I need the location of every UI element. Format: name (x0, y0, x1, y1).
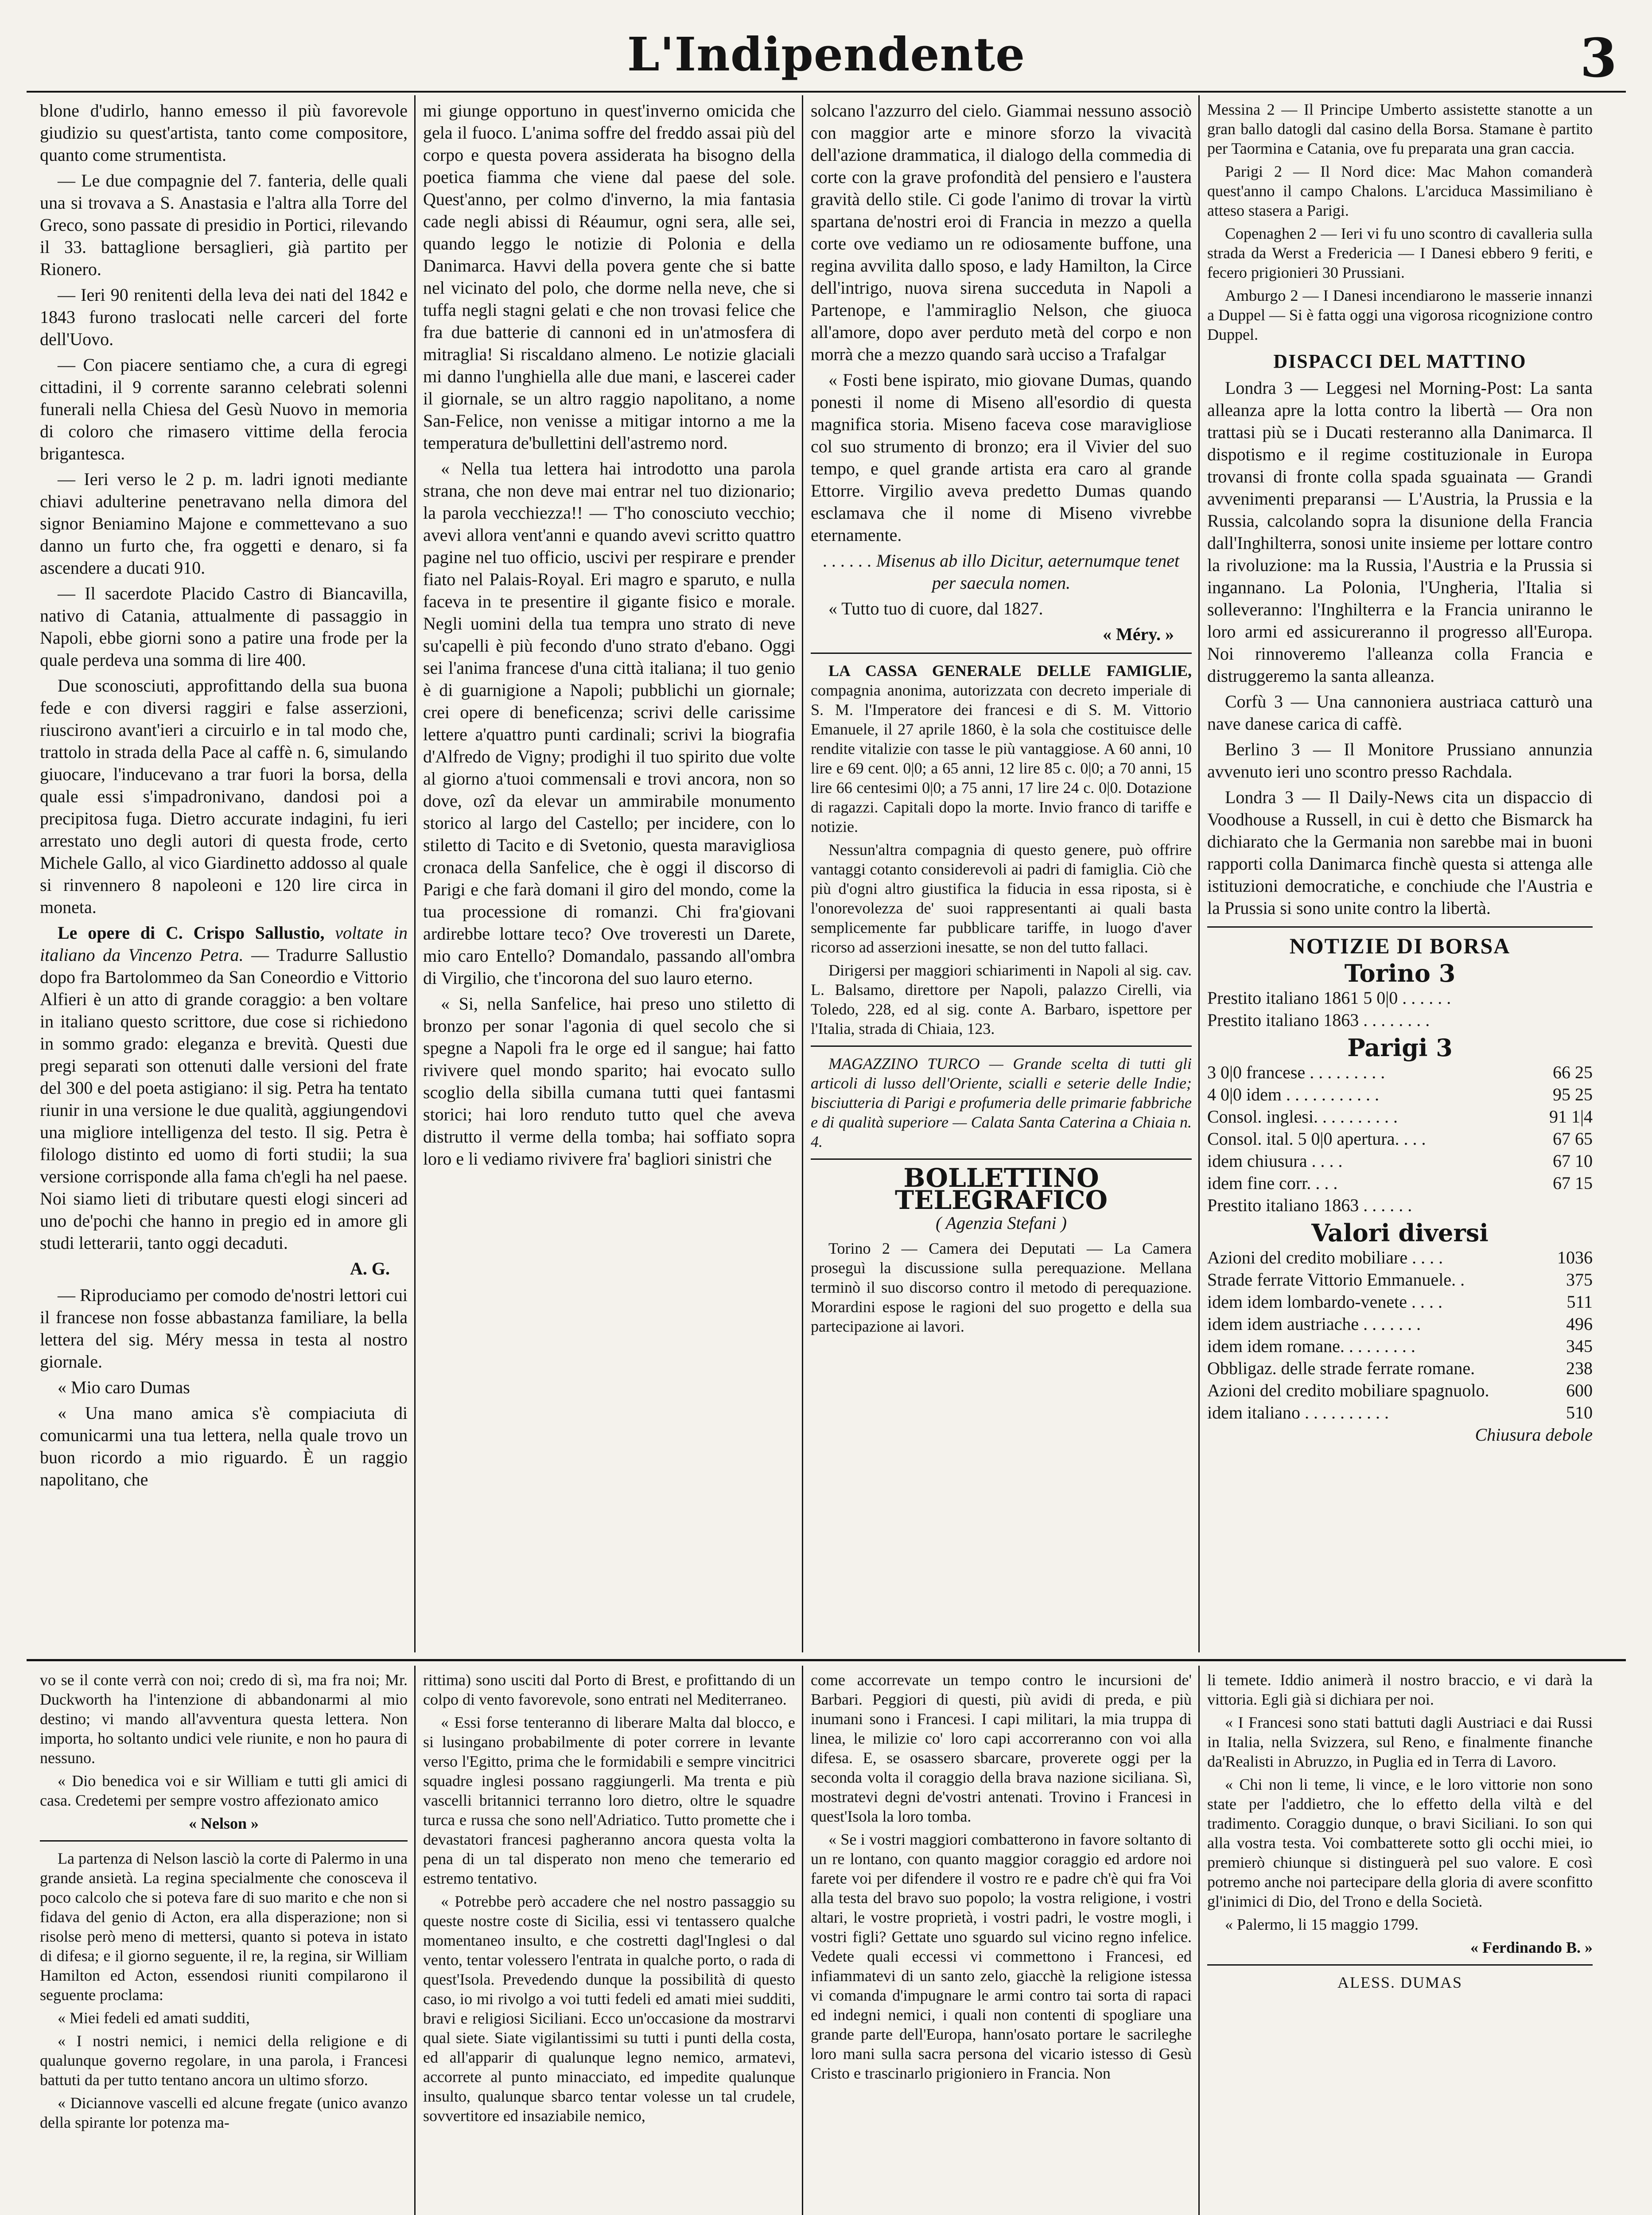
dispatch-item: Londra 3 — Il Daily-News cita un dispaccio di Voodhouse a Russell, in cui è detto che Bismarck ha dichiarato che la Germania non sarebbe mai in buoni rapporti colla Danimarca finchè questa si attenga alle istituzioni democratiche, e conchiude che l'Austria e la Prussia si sono unite contro la libertà. (1207, 787, 1593, 918)
bulletin-heading: BOLLETTINO TELEGRAFICO (894, 1163, 1108, 1215)
stock-value: 67 10 (1553, 1151, 1593, 1171)
bulletin-agency: ( Agenzia Stefani ) (936, 1213, 1067, 1233)
advertisement-cassa (811, 661, 1192, 836)
column-4 (1207, 100, 1593, 1449)
feuilleton-paragraph: « Essi forse tenteranno di liberare Malta dal blocco, e si lusingano probabilmente di poter correre in levante verso l'Egitto, prima che le formidabili e sempre vincitrici squadre inglesi possano raggiungerli. Ma trenta e più vascelli britannici terranno loro dietro, oltre le squadre turca e russa che sono nell'Adriatico. Tutto promette che i devastatori francesi pagheranno ancora questa volta la pena di un tal disperato non meno che temerario ed estremo tentativo. (423, 1714, 795, 1887)
stock-label: Prestito italiano 1863 . . . . . . (1207, 1195, 1412, 1215)
stock-value: 238 (1566, 1358, 1593, 1378)
advertisement-title: LA CASSA GENERALE DELLE FAMIGLIE, (828, 662, 1192, 680)
stock-label: Azioni del credito mobiliare spagnuolo. (1207, 1380, 1489, 1400)
stock-table-parigi (1207, 1061, 1593, 1216)
stock-row (1207, 1150, 1593, 1172)
market-close-note: Chiusura debole (1475, 1425, 1593, 1445)
stock-heading: NOTIZIE DI BORSA (1289, 933, 1511, 958)
letter-paragraph: mi giunge opportuno in quest'inverno omicida che gela il fuoco. L'anima soffre del freddo assai più del corpo e questa povera assiderata ha bisogno della poetica fiamma che viene dal paese del sole. Quest'anno, per colmo d'inverno, la mia fantasia cade negli abissi di Réaumur, ogni sera, alle sei, quando leggo le notizie di Polonia e della Danimarca. Havvi della povera gente che si batte nel vicinato del polo, che dorme nella neve, che si tuffa negli stagni gelati e che non trovasi felice che fra due batterie di cannoni ed in un'atmosfera di mitraglia! Si riscaldano almeno. Le notizie glaciali mi danno l'unghiella alle due mani, e lascerei cader il giornale, se un altro raggio napolitano, a nome San-Felice, non venisse a mitigar intorno a me la temperatura de'bullettini dell'astremo nord. (423, 101, 795, 453)
feuilleton-paragraph: « Dio benedica voi e sir William e tutti gli amici di casa. Credetemi per sempre vostro affezionato amico (40, 1772, 408, 1809)
stock-value: 95 25 (1553, 1084, 1593, 1104)
bulletin-item: Torino 2 — Camera dei Deputati — La Camera proseguì la discussione sulla perequazione. Mellana terminò il suo discorso contro il metodo di perequazione. Morardini espose le ragioni del suo progetto e della sua partecipazione ai lavori. (811, 1240, 1192, 1335)
masthead-rule (27, 91, 1626, 93)
stock-row (1207, 1106, 1593, 1128)
book-review-title: Le opere di C. Crispo Sallustio, (58, 923, 325, 943)
stock-table-valori (1207, 1247, 1593, 1424)
feuilleton-paragraph: « I nostri nemici, i nemici della religione e di qualunque governo regolare, in una parola, i Francesi battuti da per tutto tentano ancora un ultimo sforzo. (40, 2032, 408, 2089)
feuilleton-paragraph: come accorrevate un tempo contro le incursioni de' Barbari. Peggiori di questi, più avidi di preda, e più inumani sono i Francesi. I capi militari, la mia truppa di linea, le milizie co' loro capi accorreranno con voi alla difesa. E, se osassero sbarcare, proverete oggi per la seconda volta il coraggio della brava nazione siciliana. Sì, mostratevi degni de'vostri antenati. Trovino i Francesi in quest'Isola la loro tomba. (811, 1671, 1192, 1825)
dispatch-item: Messina 2 — Il Principe Umberto assistette stanotte a un gran ballo datogli dal casino della Borsa. Stamane è partito per Taormina e Catania, ove fu preparata una gran caccia. (1207, 101, 1593, 157)
news-item: — Ieri verso le 2 p. m. ladri ignoti mediante chiavi adulterine penetravano nella dimora del signor Beniamino Majone e commettevano a suo danno un furto che, fra oggetti e denaro, si fa ascendere a ducati 910. (40, 469, 408, 578)
stock-value: 91 1|4 (1549, 1107, 1593, 1127)
stock-label: Prestito italiano 1861 5 0|0 . . . . . . (1207, 988, 1451, 1008)
feuilleton-rule (27, 1659, 1626, 1661)
advertisement-paragraph: Nessun'altra compagnia di questo genere, può offrire vantaggi cotanto considerevoli ai padri di famiglia. Ciò che più d'ogni altro giustifica la fiducia in essa riposta, si è l'onorevolezza de' suoi rappresentanti ai quali basta semplicemente far pubblicare tariffe, in luogo d'aver ricorso ad asserzioni inesatte, se non del tutto fallaci. (811, 841, 1192, 956)
dispatch-item: Copenaghen 2 — Ieri vi fu uno scontro di cavalleria sulla strada da Werst a Fredericia — I Danesi ebbero 9 feriti, e fecero prigionieri 30 Prussiani. (1207, 225, 1593, 281)
stock-value: 345 (1566, 1336, 1593, 1356)
dispatch-item: Amburgo 2 — I Danesi incendiarono le masserie innanzi a Duppel — Si è fatta oggi una vigorosa ricognizione contro Duppel. (1207, 287, 1593, 343)
stock-row (1207, 1313, 1593, 1335)
feuilleton-author: ALESS. DUMAS (1337, 1974, 1463, 1991)
feuilleton-paragraph: rittima) sono usciti dal Porto di Brest, e profittando di un colpo di vento favorevole, sono entrati nel Mediterraneo. (423, 1671, 795, 1708)
letter-salutation: « Mio caro Dumas (58, 1377, 190, 1397)
stock-value: 1036 (1557, 1247, 1593, 1267)
stock-label: Prestito italiano 1863 . . . . . . . . (1207, 1010, 1430, 1030)
stock-row (1207, 1009, 1593, 1031)
news-item: — Con piacere sentiamo che, a cura di egregi cittadini, il 9 corrente saranno celebrati solenni funerali nella Chiesa del Gesù Nuovo in memoria di coloro che rimasero vittime della ferocia brigantesca. (40, 355, 408, 463)
stock-value: 375 (1566, 1270, 1593, 1290)
column-2 (423, 100, 795, 1174)
stock-value: 496 (1566, 1314, 1593, 1334)
latin-quote: . . . . . . Misenus ab illo Dicitur, aeternumque tenet per saecula nomen. (823, 551, 1180, 593)
stock-value: 600 (1566, 1380, 1593, 1400)
stock-city-torino: Torino 3 (1344, 959, 1456, 987)
stock-row (1207, 1357, 1593, 1380)
letter-signature: « Méry. » (1102, 624, 1174, 644)
letter-paragraph: « Fosti bene ispirato, mio giovane Dumas, quando ponesti il nome di Miseno all'esordio di questa magnifica storia. Miseno faceva cose maravigliose col suo strumento di bronzo; era il Vivier del suo tempo, e quel grande artista era caro al grande Ettorre. Virgilio aveva predetto Dumas quando esclamava che il nome di Miseno vivrebbe eternamente. (811, 370, 1192, 545)
dispatch-item: Parigi 2 — Il Nord dice: Mac Mahon comanderà quest'anno il campo Chalons. L'arciduca Massimiliano è atteso stasera a Parigi. (1207, 163, 1593, 219)
feuilleton-column-1 (40, 1670, 408, 2136)
column-divider (1198, 1666, 1200, 2215)
stock-label: idem italiano . . . . . . . . . . (1207, 1403, 1389, 1422)
stock-row (1207, 1247, 1593, 1269)
section-rule (40, 1840, 408, 1842)
feuilleton-paragraph: « Se i vostri maggiori combatterono in favore soltanto di un re lontano, con quanto maggior coraggio ed ardore noi farete voi per difendere il vostro re e padre ch'è qui fra Voi alla testa del bravo suo popolo; la vostra religione, i vostri altari, le vostre proprietà, i vostri padri, le vostre mogli, i vostri figli? Gettate uno sguardo sul vicino regno infelice. Vedete quali eccessi vi commettono i Francesi, ed infiammatevi di un santo zelo, giacchè la religione istessa vi comanda d'impugnare le armi contro tai sorta di rapaci ed indegni nemici, i quali non contenti di spogliare una grande parte dell'Europa, hann'osato portare le sacrileghe loro mani sulla sacra persona del vicario istesso di Gesù Cristo e trascinarlo prigioniero in Francia. Non (811, 1830, 1192, 2082)
stock-label: Consol. ital. 5 0|0 apertura. . . . (1207, 1129, 1426, 1149)
stock-label: idem fine corr. . . . (1207, 1173, 1338, 1193)
stock-row (1207, 1335, 1593, 1357)
section-rule (1207, 1964, 1593, 1966)
feuilleton-paragraph: La partenza di Nelson lasciò la corte di Palermo in una grande ansietà. La regina specialmente che conosceva il poco calcolo che si poteva fare di suo marito e che non si fidava del genio di Acton, era alla disperazione; non si risolse però meno di mettersi, quanto si poteva in istato di difesa; e il giorno seguente, il re, la regina, sir William Hamilton ed Acton, essendosi riuniti compilarono il seguente proclama: (40, 1850, 408, 2004)
stock-value: 511 (1566, 1292, 1593, 1312)
stock-city-parigi: Parigi 3 (1347, 1034, 1453, 1062)
letter-paragraph: « Nella tua lettera hai introdotto una parola strana, che non deve mai entrar nel tuo dizionario; la parola vecchiezza!! — T'ho conosciuto vecchio; avevi allora vent'anni e quando avevi scritto quattro pagine nel tuo officio, uscivi per respirare e prender fiato nel Palais-Royal. Eri magro e sparuto, e nulla faceva in te presentire il gigante fisico e morale. Negli uomini della tua tempra uno strato di neve su'capelli è più fecondo d'uno strato d'ebano. Oggi sei l'anima francese d'una città italiana; il tuo genio è di guarnigione a Napoli; pubblichi un giornale; crei opere di beneficenza; scrivi delle carissime lettere a'quattro punti cardinali; scrivi la biografia d'Alfredo de Vigny; prodighi il tuo spirito due volte al giorno a'tuoi commensali e trovi ancora, non so dove, ozî da elevar un ammirabile monumento storico al largo del Castello; per incidere, con lo stiletto di Tacito e di Svetonio, questa maravigliosa cronaca della Sanfelice, che è oggi il discorso di Parigi e che farà domani il giro del mondo, come la tua processione di romanzi. Chi fra'giovani ardirebbe lottare teco? Ove troveresti un Darete, mio caro Entello? Domandalo, passando all'ombra di Virgilio, che t'incorona del suo lauro eterno. (423, 459, 795, 988)
proclamation-signature: « Ferdinando B. » (1470, 1939, 1593, 1956)
stock-row (1207, 1172, 1593, 1194)
stock-value: 67 65 (1553, 1129, 1593, 1149)
letter-paragraph: « Si, nella Sanfelice, hai preso uno stiletto di bronzo per sonar l'agonia di quel secolo che si spegne a Napoli fra le orge ed il sangue; hai fatto rivivere quel mondo sparito; hai evocato sullo scoglio della sibilla cumana tutti quei fantasmi storici; hai loro renduto tutto quel che aveva distrutto il verme della tomba; hai soffiato sopra loro e li vediamo rivivere fra' bagliori sinistri che (423, 994, 795, 1169)
dispatch-item: Corfù 3 — Una cannoniera austriaca catturò una nave danese carica di caffè. (1207, 692, 1593, 734)
stock-label: Consol. inglesi. . . . . . . . . . (1207, 1107, 1398, 1127)
stock-row (1207, 987, 1593, 1009)
book-review (40, 922, 408, 1254)
column-divider (802, 1666, 803, 2215)
section-rule (811, 1158, 1192, 1160)
newspaper-title: L'Indipendente (627, 27, 1026, 82)
stock-label: idem chiusura . . . . (1207, 1151, 1343, 1171)
column-divider (802, 95, 803, 1652)
book-review-subtitle: voltate in italiano da Vincenzo Petra. (40, 923, 408, 965)
section-rule (811, 1045, 1192, 1047)
news-item: — Ieri 90 renitenti della leva dei nati del 1842 e 1843 furono traslocati nelle carceri del forte dell'Uovo. (40, 285, 408, 349)
stock-label: Strade ferrate Vittorio Emmanuele. . (1207, 1270, 1465, 1290)
book-review-body: — Tradurre Sallustio dopo fra Bartolommeo da San Coneordio e Vittorio Alfieri è un atto di grande coraggio: a ben voltare in italiano questo scrittore, due cose si richiedono in sommo grado: eleganza e brevità. Questi due pregi separati son ottenuti dalle versioni del frate del 300 e del poeta astigiano: il sig. Petra ha tentato riunir in una versione le due qualità, aggiungendovi una migliore intelligenza del testo. Il sig. Petra è filologo distinto ed uomo di forti studii; la sua versione corrisponde alla fama ch'egli ha nel paese. Noi siamo lieti di tributare questi elogi sinceri ad uno de'pochi che hanno in pregio ed in amore gli studi letterarii, tanto oggi decaduti. (40, 945, 408, 1253)
news-item: — Il sacerdote Placido Castro di Biancavilla, nativo di Catania, attualmente di passaggio in Napoli, ebbe giorni sono a patire una frode per la quale perdeva una somma di lire 400. (40, 583, 408, 670)
news-item: blone d'udirlo, hanno emesso il più favorevole giudizio su quest'artista, tanto come compositore, quanto come strumentista. (40, 101, 408, 165)
stock-value: 67 15 (1553, 1173, 1593, 1193)
masthead (27, 24, 1626, 91)
column-1 (40, 100, 408, 1494)
feuilleton-paragraph: « Diciannove vascelli ed alcune fregate (unico avanzo della spirante lor potenza ma- (40, 2094, 408, 2131)
feuilleton-paragraph: « Chi non li teme, li vince, e le loro vittorie non sono state per l'addietro, che lo effetto della viltà e del tradimento. Coraggio dunque, o bravi Siciliani. Io son qui alla vostra testa. Voi combatterete sotto gli occhi miei, io premierò chiunque si distinguerà pel suo valore. E così potremo anche noi partecipare della gloria di avere sconfitto gl'inimici di Dio, del Trono e della Società. (1207, 1776, 1593, 1910)
stock-row (1207, 1061, 1593, 1084)
stock-label: 4 0|0 idem . . . . . . . . . . . (1207, 1084, 1379, 1104)
stock-label: idem idem lombardo-venete . . . . (1207, 1292, 1442, 1312)
stock-row (1207, 1380, 1593, 1402)
stock-value: 510 (1566, 1403, 1593, 1422)
feuilleton-column-4 (1207, 1670, 1593, 1996)
stock-label: Azioni del credito mobiliare . . . . (1207, 1247, 1443, 1267)
feuilleton-paragraph: vo se il conte verrà con noi; credo di sì, ma fra noi; Mr. Duckworth ha l'intenzione di abbandonarmi al mio destino; vi mando all'avventura questa lettera. Non importa, ho soltanto undici vele riunite, e non ho paura di nessuno. (40, 1671, 408, 1767)
stock-row (1207, 1402, 1593, 1424)
letter-paragraph: « Una mano amica s'è compiaciuta di comunicarmi una tua lettera, nella quale trovo un buon ricordo a mio riguardo. È un raggio napolitano, che (40, 1403, 408, 1489)
stock-row (1207, 1269, 1593, 1291)
news-item: — Le due compagnie del 7. fanteria, delle quali una si trovava a S. Anastasia e l'altra alla Torre del Greco, sono passate di presidio in Portici, rilevando il 33. battaglione bersaglieri, già partito per Rionero. (40, 171, 408, 279)
feuilleton-column-2 (423, 1670, 795, 2129)
review-signature: A. G. (350, 1259, 390, 1278)
feuilleton-paragraph: « Palermo, li 15 maggio 1799. (1225, 1916, 1419, 1933)
stock-row (1207, 1194, 1593, 1216)
stock-label: Obbligaz. delle strade ferrate romane. (1207, 1358, 1475, 1378)
dispatches-heading: DISPACCI DEL MATTINO (1273, 350, 1527, 372)
page-number: 3 (1580, 27, 1617, 89)
section-rule (811, 653, 1192, 654)
news-item: Due sconosciuti, approfittando della sua buona fede e con diversi raggiri e false asserzioni, riuscirono avant'ieri a circuirlo e in tal modo che, trattolo in strada della Pace al caffè n. 6, simulando giuocare, l'inducevano a trar fuori la borsa, della quale essi s'impadronivano, dandosi poi a precipitosa fuga. Dietro accurate indagini, fu ieri arrestato uno degli autori di questa frode, certo Michele Gallo, al vico Giardinetto addosso al quale si rinvennero 8 napoleoni e 120 lire circa in moneta. (40, 676, 408, 917)
column-divider (1198, 95, 1200, 1652)
dispatch-item: Londra 3 — Leggesi nel Morning-Post: La santa alleanza apre la lotta contro la libertà — Ora non trattasi più se i Ducati resteranno alla Danimarca. Il dispotismo e il regime costituzionale in Europa trovansi di fronte colla spada sguainata — Grandi avvenimenti preparansi — L'Austria, la Prussia e la Russia, calcolando sopra la disunione della Francia dall'Inghilterra, sonosi unite insieme per lottare contro la rivoluzione: ma la Russia, l'Austria e la Prussia si ingannano. La Polonia, l'Ungheria, l'Italia si solleveranno: l'Inghilterra e la Francia uniranno le loro armi ed assicureranno il progresso all'Europa. Noi rinnoveremo l'alleanza colla Francia e distruggeremo la santa alleanza. (1207, 378, 1593, 686)
stock-table-torino (1207, 987, 1593, 1031)
stock-label: 3 0|0 francese . . . . . . . . . (1207, 1062, 1385, 1082)
feuilleton-column-3 (811, 1670, 1192, 2087)
section-rule (1207, 926, 1593, 928)
stock-row (1207, 1128, 1593, 1150)
feuilleton-signature: « Nelson » (188, 1815, 259, 1832)
news-item: — Riproduciamo per comodo de'nostri lettori cui il francese non fosse abbastanza familiare, la bella lettera del sig. Méry messa in testa al nostro giornale. (40, 1285, 408, 1372)
advertisement-paragraph: Dirigersi per maggiori schiarimenti in Napoli al sig. cav. L. Balsamo, direttore per Napoli, palazzo Cirelli, via Toledo, 228, ed al sig. conte A. Barbaro, ispettore per l'Italia, strada di Chiaia, 123. (811, 961, 1192, 1038)
stock-row (1207, 1084, 1593, 1106)
feuilleton-paragraph: « Potrebbe però accadere che nel nostro passaggio su queste nostre coste di Sicilia, essi vi tentassero qualche momentaneo insulto, e che costretti dagl'Inglesi o dal vento, tentar volessero l'entrata in qualche porto, o rada di quest'Isola. Prevedendo dunque la possibilità di questo caso, io mi rivolgo a voi tutti fedeli ed amati miei sudditi, bravi e religiosi Siciliani. Ecco un'occasione da mostrarvi qual siete. Siate vigilantissimi su tutti i punti della costa, ed all'apparir di qualunque legno nemico, armatevi, accorrete al punto minacciato, ed impedite qualunque insulto, qualunque sbarco tentar volesse un tal crudele, sovvertitore ed insaziabile nemico, (423, 1892, 795, 2125)
advertisement-magazzino: MAGAZZINO TURCO — Grande scelta di tutti gli articoli di lusso dell'Oriente, scialli e seterie delle Indie; bisciutteria di Parigi e profumeria delle primarie fabbriche e di qualità superiore — Calata Santa Caterina a Chiaia n. 4. (811, 1055, 1192, 1150)
column-3 (811, 100, 1192, 1340)
stock-label: idem idem romane. . . . . . . . . (1207, 1336, 1415, 1356)
dispatch-item: Berlino 3 — Il Monitore Prussiano annunzia avvenuto ieri uno scontro presso Rachdala. (1207, 739, 1593, 781)
letter-paragraph: solcano l'azzurro del cielo. Giammai nessuno associò con maggior arte e minore sforzo la vivacità dell'azione drammatica, il dialogo della commedia di corte con la grave profondità del pensiero e l'austera gravità dello stile. Ci gode l'animo di trovar la virtù spartana de'nostri eroi di Francia in mezzo a quella corte ove vediamo un re odiosamente buffone, una regina avvilita dallo sposo, e lady Hamilton, la Circe dell'intrigo, nuova sirena succeduta in Napoli a Partenope, e l'ammiraglio Nelson, che giuoca all'amore, dopo aver perduto metà del corpo e non morrà che a mezzo quando sarà ucciso a Trafalgar (811, 101, 1192, 364)
column-divider (414, 95, 416, 1652)
stock-row (1207, 1291, 1593, 1313)
feuilleton-paragraph: « Miei fedeli ed amati sudditi, (58, 2009, 250, 2027)
column-divider (414, 1666, 416, 2215)
feuilleton-paragraph: li temete. Iddio animerà il nostro braccio, e vi darà la vittoria. Egli già si dichiara per noi. (1207, 1671, 1593, 1708)
advertisement-body: compagnia anonima, autorizzata con decreto imperiale di S. M. l'Imperatore dei francesi e di S. M. Vittorio Emanuele, il 27 aprile 1860, è la sola che costituisce delle rendite vitalizie con tasse le più vantaggiose. A 60 anni, 10 lire e 69 cent. 0|0; a 65 anni, 12 lire 85 c. 0|0; a 70 anni, 15 lire 66 centesimi 0|0; a 75 anni, 17 lire 24 c. 0|0. Dotazione di ragazzi. Capitali dopo la morte. Invio franco di tariffe e notizie. (811, 681, 1192, 835)
stock-value: 66 25 (1553, 1062, 1593, 1082)
feuilleton-paragraph: « I Francesi sono stati battuti dagli Austriaci e dai Russi in Italia, nella Svizzera, sul Reno, e finalmente finanche da'Realisti in Abruzzo, in Puglia ed in Terra di Lavoro. (1207, 1714, 1593, 1770)
letter-closing: « Tutto tuo di cuore, dal 1827. (828, 598, 1043, 618)
stock-valori-heading: Valori diversi (1311, 1219, 1489, 1247)
stock-label: idem idem austriache . . . . . . . (1207, 1314, 1421, 1334)
